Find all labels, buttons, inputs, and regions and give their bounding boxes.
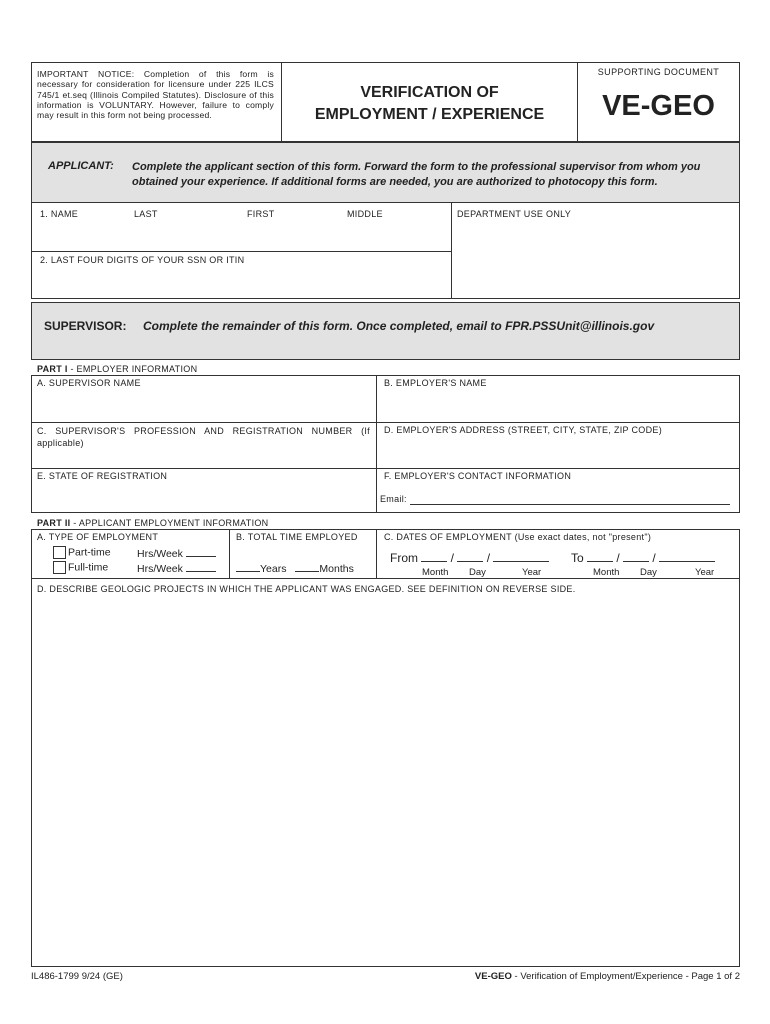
describe-projects-field[interactable] <box>34 598 737 964</box>
footer-code: VE-GEO <box>474 971 512 982</box>
fulltime-row <box>53 561 108 574</box>
employer-address-label: D. EMPLOYER'S ADDRESS (STREET, CITY, STATE, ZIP CODE) <box>384 425 663 435</box>
title-line2: EMPLOYMENT / EXPERIENCE <box>314 106 545 123</box>
employer-name-label: B. EMPLOYER'S NAME <box>384 378 487 388</box>
name-field[interactable] <box>34 222 448 249</box>
name-divider <box>31 251 451 252</box>
parttime-hrs-field[interactable] <box>186 547 216 557</box>
supervisor-profession-field[interactable] <box>34 449 374 466</box>
from-day-caption: Day <box>469 567 486 578</box>
state-registration-label: E. STATE OF REGISTRATION <box>37 471 168 481</box>
name-label: 1. NAME <box>40 209 79 219</box>
to-day-field[interactable] <box>623 552 649 562</box>
years-label: Years <box>260 563 287 575</box>
to-month-field[interactable] <box>587 552 613 562</box>
supervisor-name-label: A. SUPERVISOR NAME <box>37 378 141 388</box>
from-month-caption: Month <box>422 567 449 578</box>
supervisor-instructions: Complete the remainder of this form. Once completed, email to FPR.PSSUnit@illinois.gov <box>143 319 655 333</box>
last-name-label: LAST <box>134 209 158 219</box>
form-title <box>282 82 577 126</box>
from-year-field[interactable] <box>493 552 549 562</box>
employer-name-field[interactable] <box>380 390 737 420</box>
supervisor-profession-label: C. SUPERVISOR'S PROFESSION AND REGISTRATION NUMBER (If applicable) <box>37 426 370 448</box>
part1-heading <box>37 364 197 374</box>
part2-divider-b <box>376 529 377 578</box>
footer-page-info <box>475 971 740 982</box>
to-day-caption: Day <box>640 567 657 578</box>
parttime-hrs <box>137 547 216 560</box>
employment-type-label: A. TYPE OF EMPLOYMENT <box>37 532 159 542</box>
part2-heading-bold: PART II <box>37 518 71 528</box>
email-field[interactable] <box>410 493 730 505</box>
from-month-field[interactable] <box>421 552 447 562</box>
employer-address-field[interactable] <box>380 437 737 466</box>
from-year-caption: Year <box>522 567 542 578</box>
important-notice: IMPORTANT NOTICE: Completion of this form is necessary for consideration for licensure under 225 ILCS 745/1 et.seq (Illinois Compiled Statutes). Disclosure of this information is VOLUNTARY. However, failure to comply may result in this form not being processed. <box>37 69 274 121</box>
email-label: Email: <box>380 494 407 504</box>
fulltime-hrs-field[interactable] <box>186 562 216 572</box>
dept-divider <box>451 203 452 299</box>
fulltime-label: Full-time <box>68 561 109 574</box>
from-date: From / / <box>390 551 549 565</box>
to-year-field[interactable] <box>659 552 715 562</box>
first-name-label: FIRST <box>247 209 275 219</box>
title-line1: VERIFICATION OF <box>360 84 499 101</box>
part2-heading <box>37 518 268 528</box>
applicant-label: APPLICANT: <box>48 160 114 172</box>
fulltime-checkbox[interactable] <box>53 561 66 574</box>
months-label: Months <box>319 563 354 575</box>
part2-heading-rest: - APPLICANT EMPLOYMENT INFORMATION <box>70 518 269 528</box>
parttime-hrs-label: Hrs/Week <box>137 548 183 560</box>
part1-heading-bold: PART I <box>37 364 68 374</box>
from-label: From <box>390 551 418 565</box>
part2-row-divider <box>31 578 740 579</box>
fulltime-hrs-label: Hrs/Week <box>137 563 183 575</box>
part1-row-divider-2 <box>31 468 740 469</box>
form-code: VE-GEO <box>602 90 715 122</box>
employer-contact-label: F. EMPLOYER'S CONTACT INFORMATION <box>384 471 572 481</box>
months-field[interactable] <box>295 562 319 572</box>
part1-heading-rest: - EMPLOYER INFORMATION <box>67 364 198 374</box>
to-label: To <box>571 551 584 565</box>
parttime-row <box>53 546 111 559</box>
department-use-label: DEPARTMENT USE ONLY <box>457 209 572 219</box>
from-day-field[interactable] <box>457 552 483 562</box>
to-date: To / / <box>571 551 715 565</box>
fulltime-hrs <box>137 562 216 575</box>
to-month-caption: Month <box>593 567 620 578</box>
footer-form-number: IL486-1799 9/24 (GE) <box>31 971 123 982</box>
parttime-checkbox[interactable] <box>53 546 66 559</box>
dates-label: C. DATES OF EMPLOYMENT (Use exact dates, not "present") <box>384 532 652 542</box>
state-registration-field[interactable] <box>34 483 374 510</box>
supporting-document-label: SUPPORTING DOCUMENT <box>597 67 720 77</box>
part2-divider-a <box>229 529 230 578</box>
describe-projects-label: D. DESCRIBE GEOLOGIC PROJECTS IN WHICH THE APPLICANT WAS ENGAGED. SEE DEFINITION ON REVERSE SIDE. <box>37 584 576 594</box>
part1-row-divider-1 <box>31 422 740 423</box>
years-field[interactable] <box>236 562 260 572</box>
to-year-caption: Year <box>695 567 715 578</box>
middle-name-label: MIDDLE <box>347 209 383 219</box>
ssn-label: 2. LAST FOUR DIGITS OF YOUR SSN OR ITIN <box>40 255 245 265</box>
applicant-instructions: Complete the applicant section of this form. Forward the form to the professional supervisor from whom you obtained your experience. If additional forms are needed, you are authorized to photocopy this form. <box>132 161 701 188</box>
supervisor-label: SUPERVISOR: <box>44 319 127 333</box>
parttime-label: Part-time <box>68 546 111 559</box>
footer-page-text: - Verification of Employment/Experience - Page 1 of 2 <box>511 971 740 982</box>
total-time-row <box>236 562 354 575</box>
part1-vertical-divider <box>376 375 377 513</box>
ssn-field[interactable] <box>34 268 448 296</box>
supervisor-name-field[interactable] <box>34 390 374 420</box>
total-time-label: B. TOTAL TIME EMPLOYED <box>236 532 358 542</box>
